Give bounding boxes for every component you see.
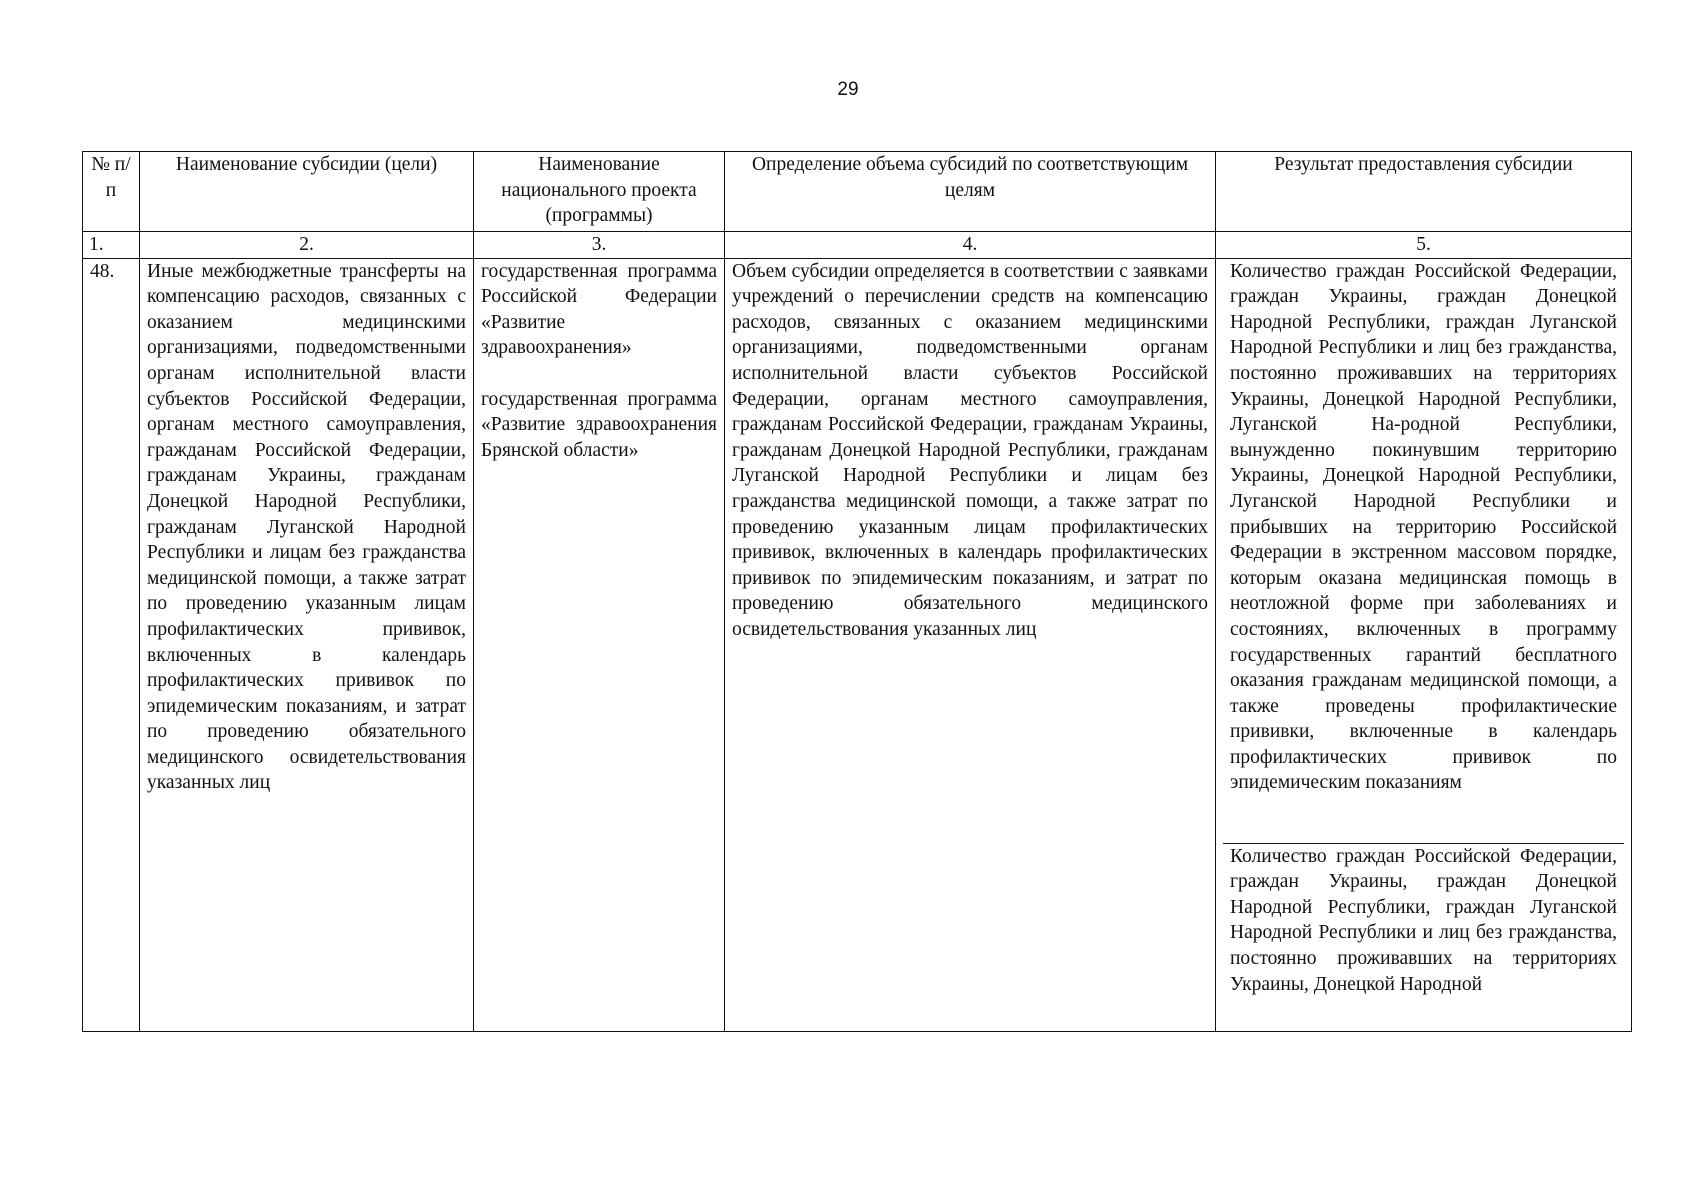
header-national-project: Наименование национального проекта (программы) [474,152,725,232]
header-subsidy-name: Наименование субсидии (цели) [140,152,474,232]
column-number-2: 2. [140,232,474,259]
national-project-cell [474,258,725,1031]
header-result: Результат предоставления субсидии [1216,152,1632,232]
header-row [83,152,1632,232]
column-number-row [83,232,1632,259]
column-number-3: 3. [474,232,725,259]
subsidy-table [82,151,1632,1032]
header-number: № п/п [83,152,140,232]
result-cell [1216,258,1632,1031]
row-number: 48. [83,258,140,1031]
program-item: государственная программа Российской Федерации «Развитие здравоохранения» [481,260,717,359]
subsidy-name-cell: Иные межбюджетные трансферты на компенсацию расходов, связанных с оказанием медицинскими организациями, подведомственными органам исполнительной власти субъектов Российской Федерации, органам местного самоуправления, гражданам Российской Федерации, гражданам Украины, гражданам Донецкой Народной Республики, гражданам Луганской Народной Республики и лицам без гражданства медицинской помощи, а также затрат по проведению указанным лицам профилактических прививок, включенных в календарь профилактических прививок по эпидемическим показаниям, и затрат по проведению обязательного медицинского освидетельствования указанных лиц [140,258,474,1031]
program-item: государственная программа «Развитие здравоохранения Брянской области» [481,388,717,461]
header-volume-definition: Определение объема субсидий по соответствующим целям [725,152,1216,232]
page-number: 29 [837,79,859,100]
column-number-4: 4. [725,232,1216,259]
result-item: Количество граждан Российской Федерации, граждан Украины, граждан Донецкой Народной Республики, граждан Луганской Народной Республики и лиц без гражданства, постоянно проживавших на территориях Украины, Донецкой Народной [1223,843,1624,1018]
column-number-1: 1. [83,232,140,259]
table-row [83,258,1632,1031]
result-item: Количество граждан Российской Федерации, граждан Украины, граждан Донецкой Народной Республики, граждан Луганской Народной Республики и лиц без гражданства, постоянно проживавших на территориях Украины, Донецкой Народной Республики, Луганской На-родной Республики, вынужденно покинувшим территорию Украины, Донецкой Народной Республики, Луганской Народной Республики и прибывших на территорию Российской Федерации в экстренном массовом порядке, которым оказана медицинская помощь в неотложной форме при заболеваниях и состояниях, включенных в программу государственных гарантий бесплатного оказания гражданам медицинской помощи, а также проведены профилактические прививки, включенные в календарь профилактических прививок по эпидемическим показаниям [1230,260,1617,794]
volume-definition-cell: Объем субсидии определяется в соответствии с заявками учреждений о перечислении средств на компенсацию расходов, связанных с оказанием медицинскими организациями, подведомственными органам исполнительной власти субъектов Российской Федерации, органам местного самоуправления, гражданам Российской Федерации, гражданам Украины, гражданам Донецкой Народной Республики, гражданам Луганской Народной Республики и лицам без гражданства медицинской помощи, а также затрат по проведению указанным лицам профилактических прививок, включенных в календарь профилактических прививок по эпидемическим показаниям, и затрат по проведению обязательного медицинского освидетельствования указанных лиц [725,258,1216,1031]
column-number-5: 5. [1216,232,1632,259]
